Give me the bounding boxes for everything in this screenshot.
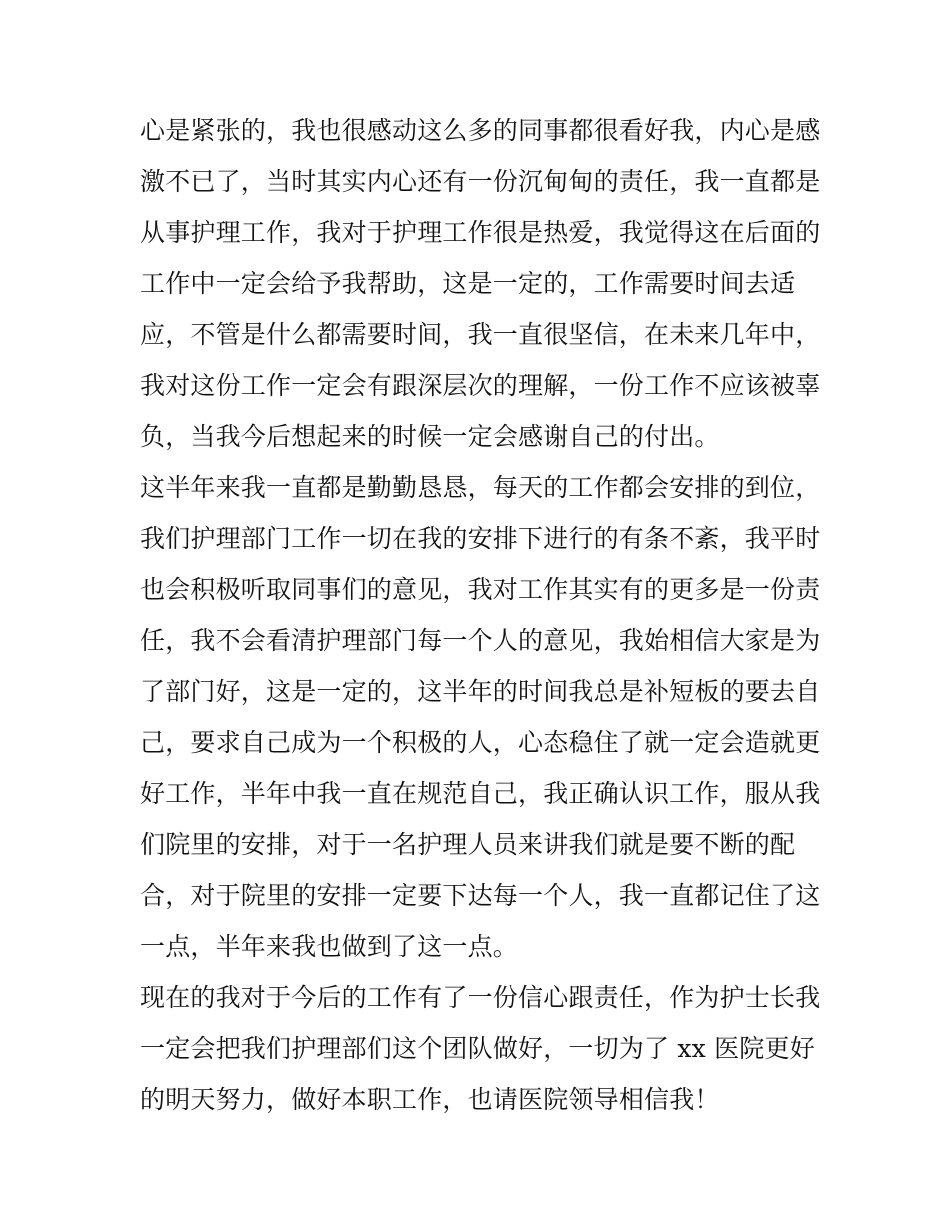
text-line: 激不已了，当时其实内心还有一份沉甸甸的责任，我一直都是: [140, 167, 821, 196]
text-line: 心是紧张的，我也很感动这么多的同事都很看好我，内心是感: [140, 116, 821, 145]
text-line: 的明天努力，做好本职工作，也请医院领导相信我！: [140, 1085, 720, 1114]
document-body: [140, 105, 820, 1125]
text-line: 从事护理工作，我对于护理工作很是热爱，我觉得这在后面的: [140, 218, 821, 247]
text-line: 了部门好，这是一定的，这半年的时间我总是补短板的要去自: [140, 677, 821, 706]
text-line: 我们护理部门工作一切在我的安排下进行的有条不紊，我平时: [140, 524, 821, 553]
text-line: 一点，半年来我也做到了这一点。: [140, 932, 519, 961]
text-line: 我对这份工作一定会有跟深层次的理解，一份工作不应该被辜: [140, 371, 821, 400]
text-line: 一定会把我们护理部们这个团队做好，一切为了 xx 医院更好: [140, 1034, 815, 1063]
text-line: 合，对于院里的安排一定要下达每一个人，我一直都记住了这: [140, 881, 821, 910]
text-line: 工作中一定会给予我帮助，这是一定的，工作需要时间去适: [140, 269, 796, 298]
text-line: 任，我不会看清护理部门每一个人的意见，我始相信大家是为: [140, 626, 821, 655]
text-line: 好工作，半年中我一直在规范自己，我正确认识工作，服从我: [140, 779, 821, 808]
text-line: 也会积极听取同事们的意见，我对工作其实有的更多是一份责: [140, 575, 821, 604]
text-line: 现在的我对于今后的工作有了一份信心跟责任，作为护士长我: [140, 983, 821, 1012]
text-line: 己，要求自己成为一个积极的人，心态稳住了就一定会造就更: [140, 728, 821, 757]
text-line: 这半年来我一直都是勤勤恳恳，每天的工作都会安排的到位，: [140, 473, 821, 502]
text-line: 应，不管是什么都需要时间，我一直很坚信，在未来几年中，: [140, 320, 821, 349]
text-line: 负，当我今后想起来的时候一定会感谢自己的付出。: [140, 422, 720, 451]
text-line: 们院里的安排，对于一名护理人员来讲我们就是要不断的配: [140, 830, 796, 859]
